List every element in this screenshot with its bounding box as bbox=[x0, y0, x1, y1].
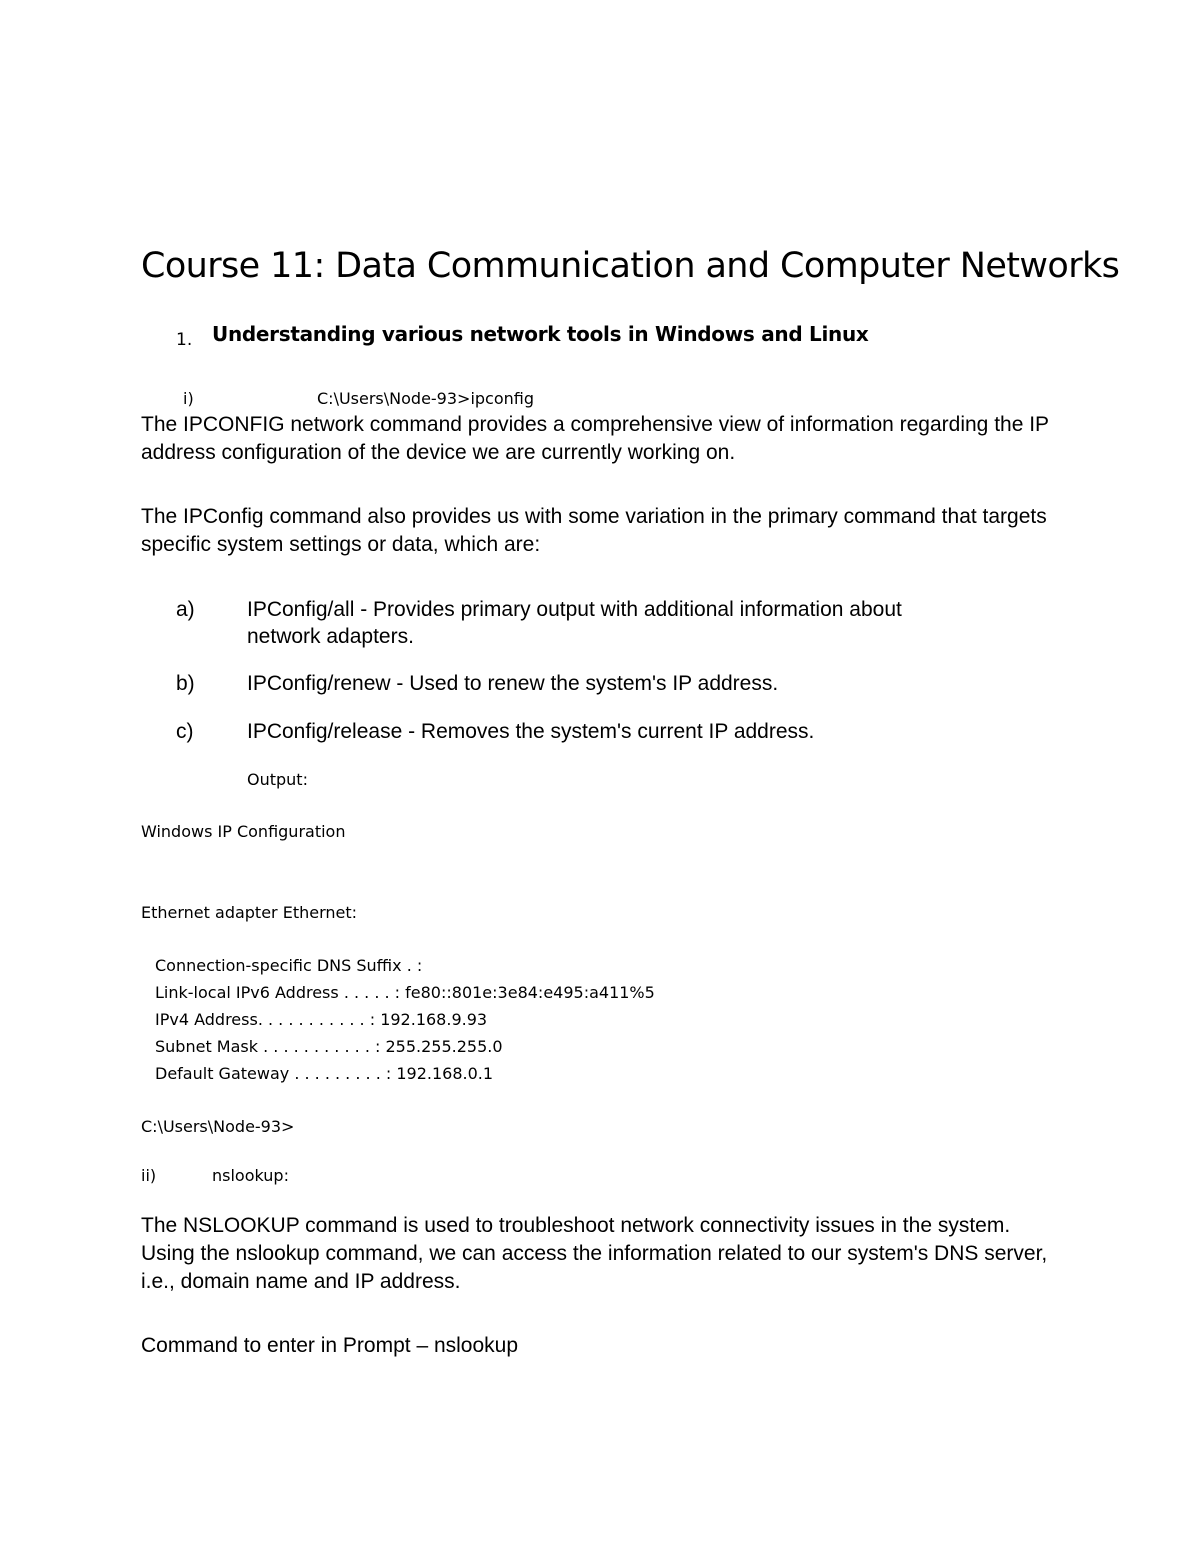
output-prompt: C:\Users\Node-93> bbox=[141, 1117, 295, 1136]
output-line-subnet: Subnet Mask . . . . . . . . . . . : 255.255.255.0 bbox=[155, 1037, 503, 1056]
paragraph-nslookup: The NSLOOKUP command is used to troubleshoot network connectivity issues in the system. Using the nslookup command, we can access the information related to our system's DNS server, i.e., domain name and IP address. bbox=[141, 1214, 1048, 1293]
item-ii-marker: ii) bbox=[141, 1166, 157, 1185]
item-ii-command: nslookup: bbox=[212, 1166, 289, 1185]
paragraph-ipconfig-variations: The IPConfig command also provides us with some variation in the primary command that targets specific system settings or data, which are: bbox=[141, 505, 1047, 556]
list-marker: c) bbox=[176, 720, 194, 743]
output-label: Output: bbox=[247, 770, 308, 789]
output-line-gateway: Default Gateway . . . . . . . . . : 192.168.0.1 bbox=[155, 1064, 494, 1083]
output-details bbox=[155, 952, 655, 1087]
item-i-marker: i) bbox=[183, 389, 194, 408]
list-text: IPConfig/renew - Used to renew the system's IP address. bbox=[247, 672, 779, 695]
list-text: IPConfig/release - Removes the system's current IP address. bbox=[247, 720, 815, 743]
item-i-command: C:\Users\Node-93>ipconfig bbox=[317, 389, 535, 408]
list-marker: b) bbox=[176, 672, 195, 695]
list-text: IPConfig/all - Provides primary output with additional information about bbox=[247, 598, 902, 621]
paragraph-nslookup-command: Command to enter in Prompt – nslookup bbox=[141, 1334, 519, 1357]
page-title: Course 11: Data Communication and Computer Networks bbox=[141, 246, 1120, 286]
section-number: 1. bbox=[176, 330, 193, 350]
paragraph-ipconfig-intro: The IPCONFIG network command provides a comprehensive view of information regarding the IP address configuration of the device we are currently working on. bbox=[141, 413, 1049, 464]
list-text-continued: network adapters. bbox=[247, 625, 414, 648]
section-heading: Understanding various network tools in Windows and Linux bbox=[212, 322, 869, 346]
output-ethernet-adapter: Ethernet adapter Ethernet: bbox=[141, 903, 358, 922]
output-line-ipv6: Link-local IPv6 Address . . . . . : fe80::801e:3e84:e495:a411%5 bbox=[155, 983, 655, 1002]
output-windows-ip-configuration: Windows IP Configuration bbox=[141, 822, 346, 841]
output-line-ipv4: IPv4 Address. . . . . . . . . . . : 192.168.9.93 bbox=[155, 1010, 488, 1029]
output-line-dns-suffix: Connection-specific DNS Suffix . : bbox=[155, 956, 423, 975]
list-marker: a) bbox=[176, 598, 195, 621]
